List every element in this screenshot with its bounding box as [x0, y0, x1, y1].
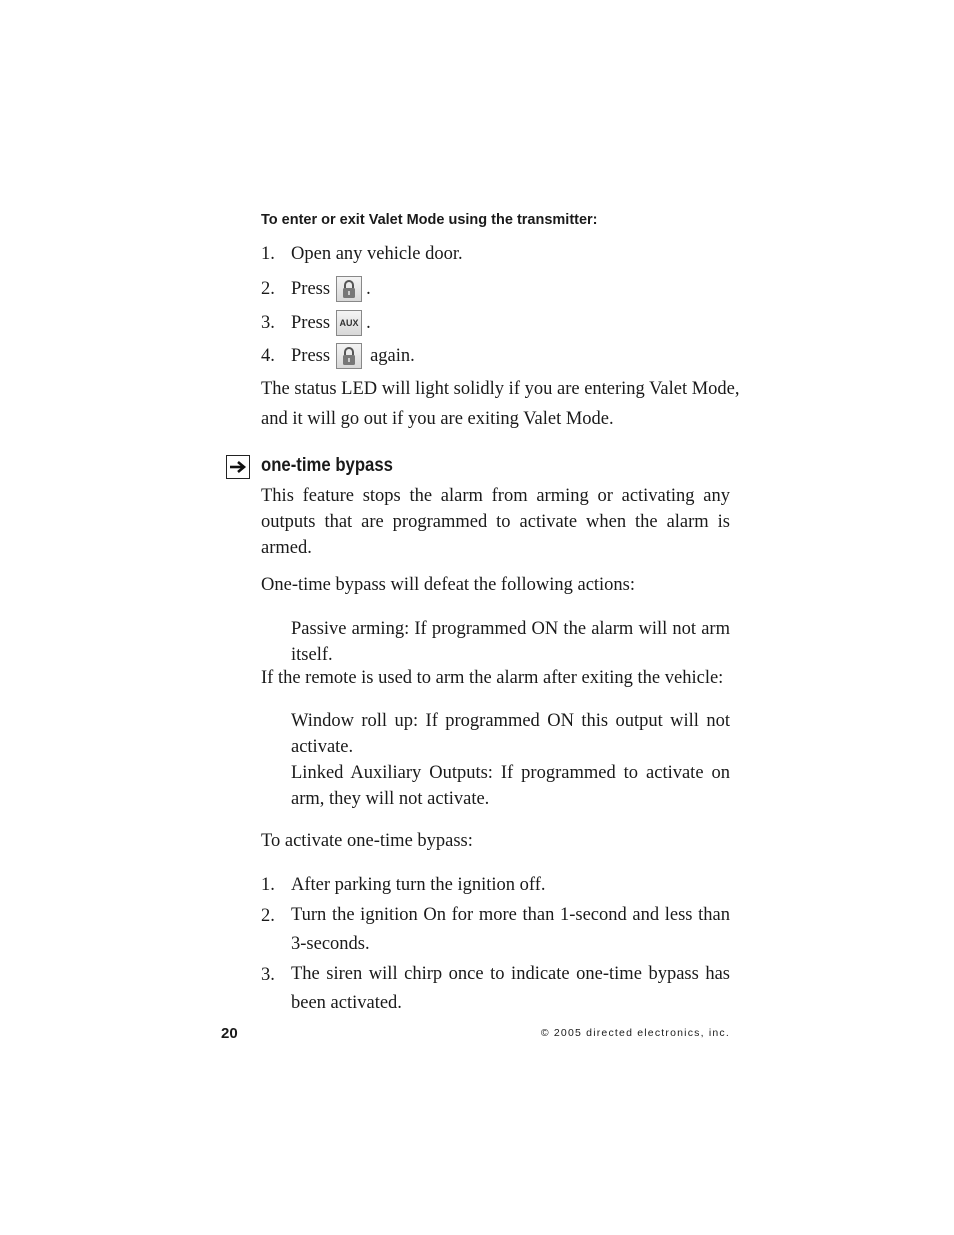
valet-step-1	[261, 244, 463, 265]
step-text: Turn the ignition On for more than 1-second and less than 3-seconds.	[291, 905, 730, 954]
lock-button-icon	[336, 343, 362, 369]
note-line: and it will go out if you are exiting Valet Mode.	[261, 409, 614, 429]
step-number: 4.	[261, 345, 275, 366]
step-number: 2.	[261, 906, 275, 926]
section-title: one-time bypass	[261, 455, 393, 476]
step-text: Press	[291, 278, 331, 299]
step-number: 3.	[261, 312, 275, 333]
bypass-intro: This feature stops the alarm from arming or activating any outputs that are programmed to activate when the alarm is armed.	[261, 486, 730, 558]
step-number: 3.	[261, 965, 275, 985]
step-suffix: .	[366, 278, 371, 299]
remote-lead: If the remote is used to arm the alarm after exiting the vehicle:	[261, 668, 724, 688]
step-suffix: again.	[370, 345, 415, 366]
right-arrow-icon	[229, 460, 247, 474]
step-number: 1.	[261, 875, 275, 895]
step-text: After parking turn the ignition off.	[291, 875, 546, 895]
bypass-step-3	[261, 964, 730, 1018]
defeat-lead: One-time bypass will defeat the following actions:	[261, 575, 636, 595]
linked-aux-item: Linked Auxiliary Outputs: If programmed to activate on arm, they will not activate.	[291, 763, 730, 809]
step-suffix: .	[366, 312, 371, 333]
aux-label: AUX	[339, 318, 359, 328]
step-text: The siren will chirp once to indicate one-time bypass has been activated.	[291, 964, 730, 1013]
step-text: Press	[291, 345, 331, 366]
lock-button-icon	[336, 276, 362, 302]
valet-mode-heading: To enter or exit Valet Mode using the transmitter:	[261, 212, 598, 228]
valet-step-2	[261, 274, 371, 304]
valet-status-note	[261, 374, 740, 434]
page-number: 20	[221, 1025, 238, 1042]
copyright: © 2005 directed electronics, inc.	[540, 1027, 730, 1039]
step-text: Open any vehicle door.	[291, 244, 463, 264]
section-arrow-box	[226, 455, 250, 479]
valet-step-3	[261, 308, 371, 338]
activate-lead: To activate one-time bypass:	[261, 831, 473, 851]
valet-step-4	[261, 341, 415, 371]
step-text: Press	[291, 312, 331, 333]
step-number: 1.	[261, 244, 275, 264]
bypass-step-2	[261, 905, 730, 959]
step-number: 2.	[261, 278, 275, 299]
passive-arming-item: Passive arming: If programmed ON the alarm will not arm itself.	[291, 619, 730, 665]
note-line: The status LED will light solidly if you are entering Valet Mode,	[261, 379, 740, 399]
bypass-step-1	[261, 875, 730, 896]
aux-button-icon	[336, 310, 362, 336]
window-rollup-item: Window roll up: If programmed ON this output will not activate.	[291, 711, 730, 757]
